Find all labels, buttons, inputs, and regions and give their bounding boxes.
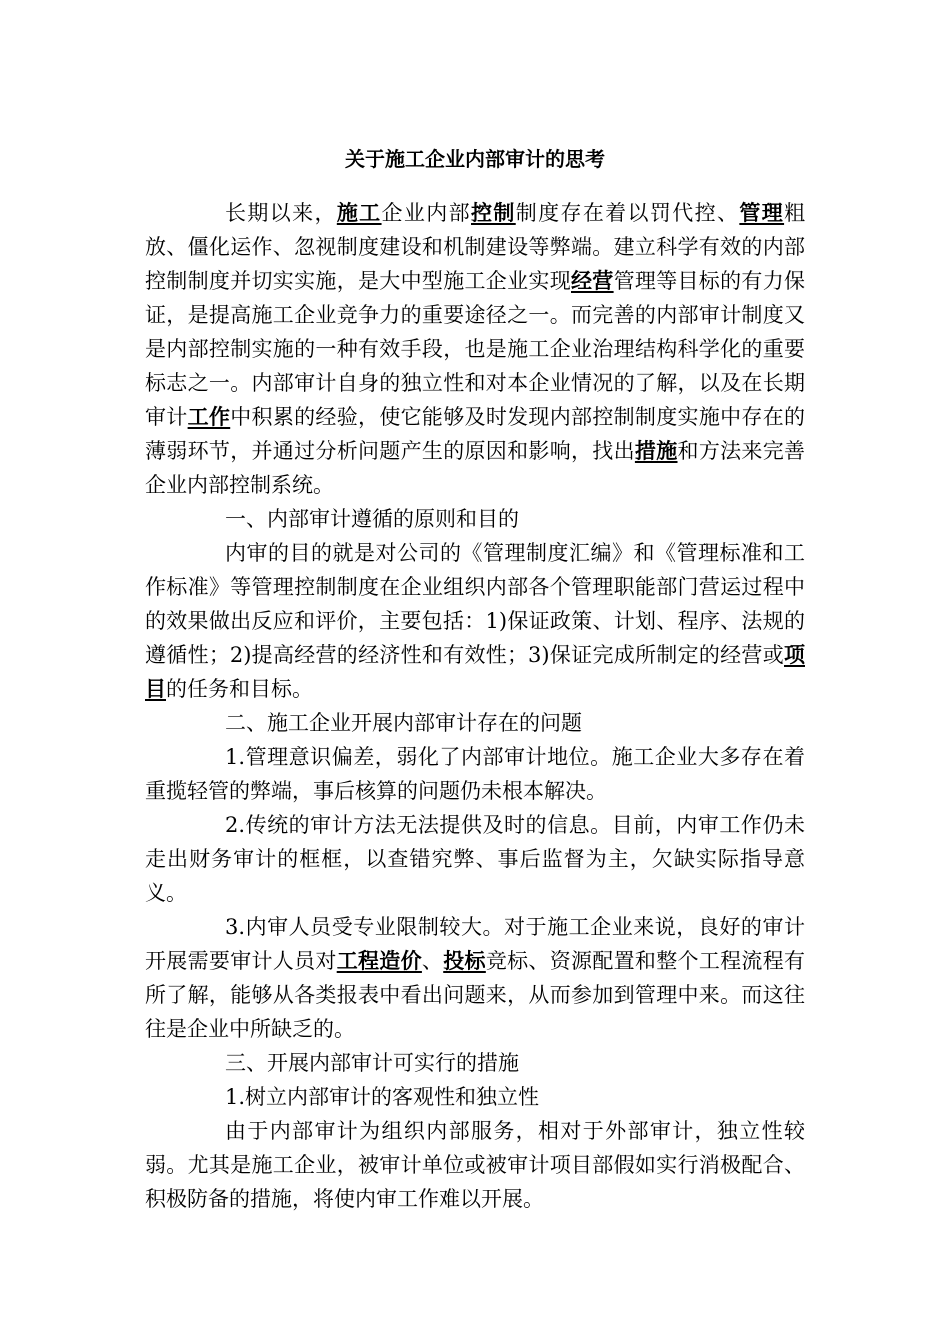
link-bidding[interactable]: 投标 xyxy=(443,948,486,973)
link-control[interactable]: 控制 xyxy=(471,200,516,225)
section-heading-1: 一、内部审计遵循的原则和目的 xyxy=(225,507,519,531)
link-management[interactable]: 管理 xyxy=(739,200,785,225)
paragraph-problem-3 xyxy=(145,910,805,1046)
text-run: 和方法来完善企业内部控制系统。 xyxy=(145,439,806,497)
link-project[interactable]: 项目 xyxy=(145,642,805,701)
text-run: 粗放、僵化运作、忽视制度建设和机制建设等弊端。建立科学有效的内部控制制度并切实实施，是大中型施工企业实现 xyxy=(145,201,806,293)
paragraph-independence: 由于内部审计为组织内部服务，相对于外部审计，独立性较弱。尤其是施工企业，被审计单位或被审计项目部假如实行消极配合、积极防备的措施，将使内审工作难以开展。 xyxy=(145,1119,805,1211)
text-run: 企业内部 xyxy=(381,201,471,225)
link-measures[interactable]: 措施 xyxy=(634,438,678,463)
link-construction[interactable]: 施工 xyxy=(336,200,382,225)
text-run: 中积累的经验，使它能够及时发现内部控制制度实施中存在的薄弱环节，并通过分析问题产生的原因和影响，找出 xyxy=(145,405,806,463)
text-run: 制度存在着以罚代控、 xyxy=(515,201,740,225)
document-body xyxy=(145,196,805,1216)
paragraph-problem-2: 2.传统的审计方法无法提供及时的信息。目前，内审工作仍未走出财务审计的框框，以查错究弊、事后监督为主，欠缺实际指导意义。 xyxy=(145,813,805,905)
text-run: 3.内审人员受专业限制较大。对于施工企业来说，良好的审计开展需要审计人员对 xyxy=(145,915,805,973)
subsection-heading-1: 1.树立内部审计的客观性和独立性 xyxy=(225,1085,540,1109)
text-run: 竞标、资源配置和整个工程流程有所了解，能够从各类报表中看出问题来，从而参加到管理中来。而这往往是企业中所缺乏的。 xyxy=(145,949,806,1041)
document-title: 关于施工企业内部审计的思考 xyxy=(345,147,605,171)
link-operation[interactable]: 经营 xyxy=(571,268,614,293)
section-heading-2: 二、施工企业开展内部审计存在的问题 xyxy=(225,711,582,735)
text-run: 、 xyxy=(421,949,444,973)
text-run: 内审的目的就是对公司的《管理制度汇编》和《管理标准和工作标准》等管理控制制度在企业组织内部各个管理职能部门营运过程中的效果做出反应和评价，主要包括：1)保证政策、计划、程序、法规的遵循性；2)提高经营的经济性和有效性；3)保证完成所制定的经营或 xyxy=(145,541,805,667)
paragraph-problem-1: 1.管理意识偏差，弱化了内部审计地位。施工企业大多存在着重揽轻管的弊端，事后核算的问题仍未根本解决。 xyxy=(145,745,805,803)
link-work[interactable]: 工作 xyxy=(187,404,231,429)
section-heading-3: 三、开展内部审计可实行的措施 xyxy=(225,1051,519,1075)
text-run: 的任务和目标。 xyxy=(166,677,313,701)
paragraph-intro xyxy=(145,196,805,502)
paragraph-purpose xyxy=(145,536,805,706)
text-run: 长期以来， xyxy=(225,201,337,225)
text-run: 管理等目标的有力保证，是提高施工企业竞争力的重要途径之一。而完善的内部审计制度又是内部控制实施的一种有效手段，也是施工企业治理结构科学化的重要标志之一。内部审计自身的独立性和对本企业情况的了解，以及在长期审计 xyxy=(145,269,806,429)
link-cost[interactable]: 工程造价 xyxy=(336,948,422,973)
